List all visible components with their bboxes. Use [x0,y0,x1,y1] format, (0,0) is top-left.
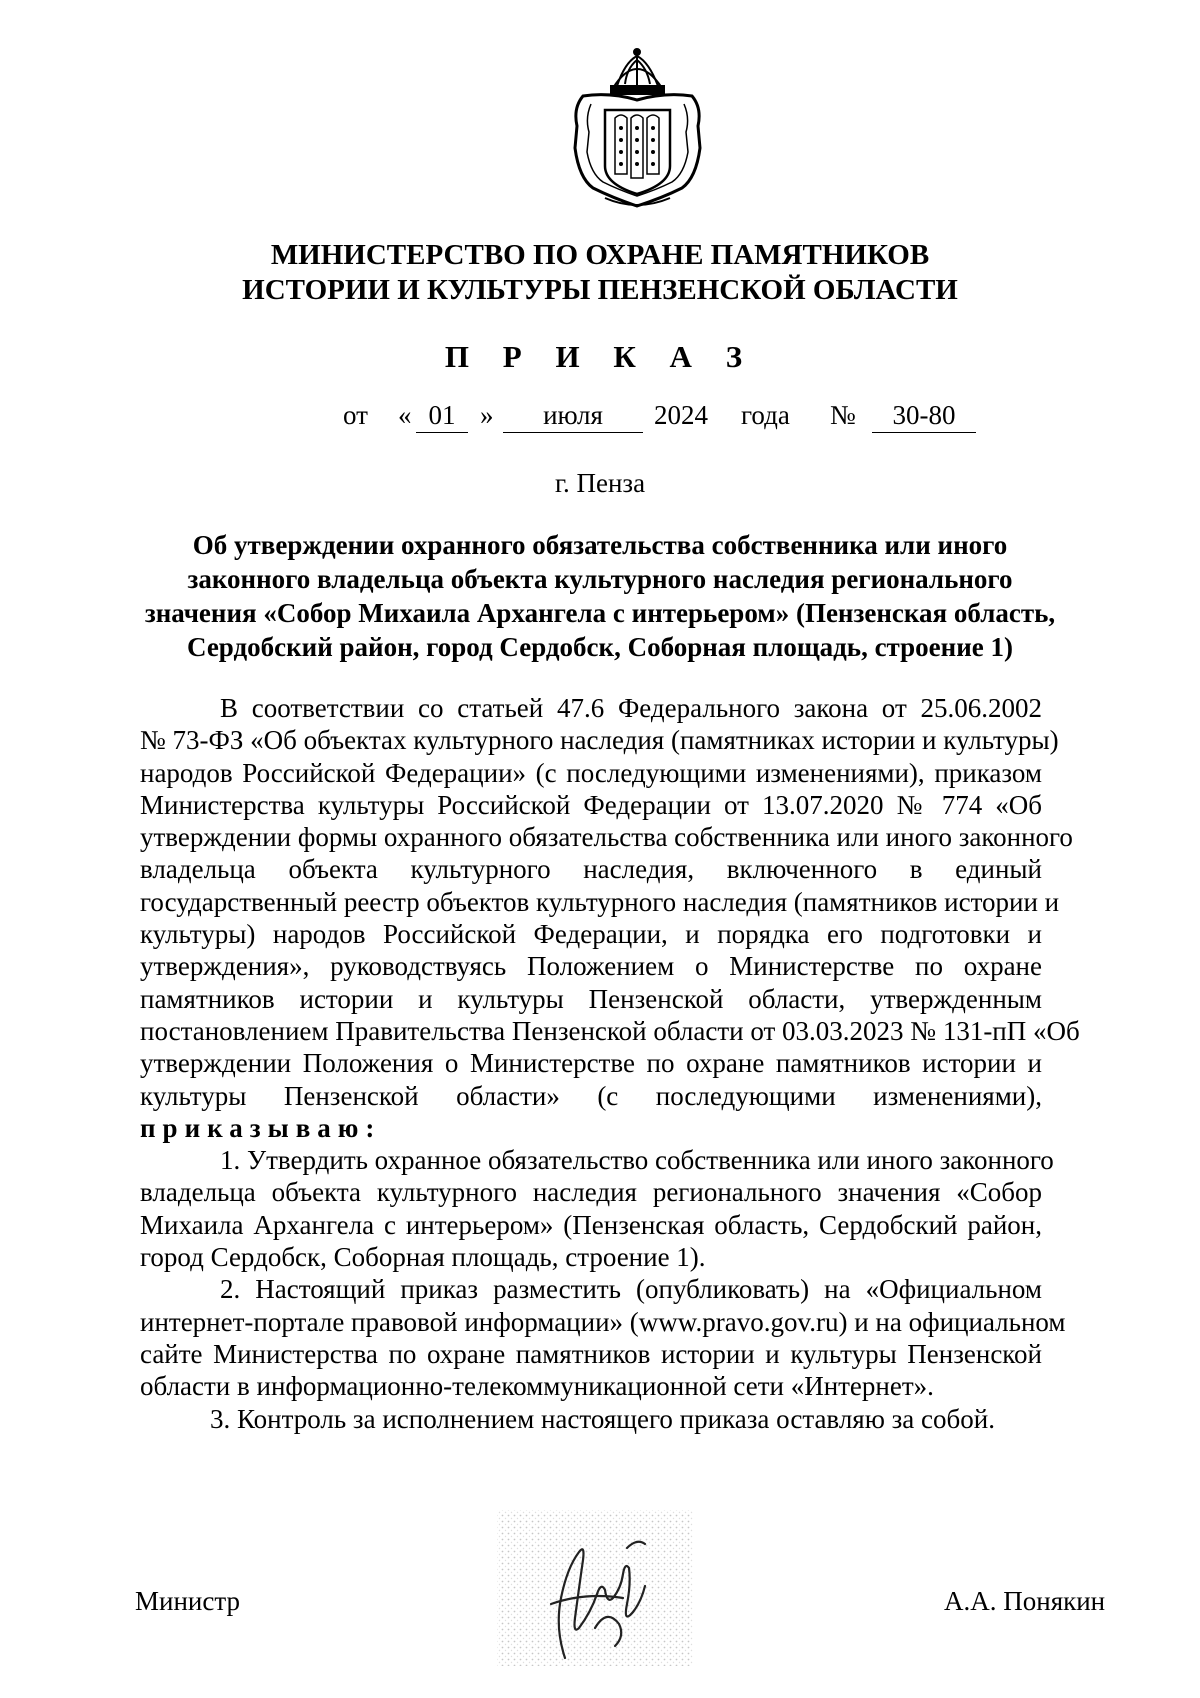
body-line: государственный реестр объектов культурного наследия (памятников истории и [140,886,1060,917]
item-line: город Сердобск, Соборная площадь, строение 1). [140,1242,706,1273]
body-line: Министерства культуры Российской Федерации от 13.07.2020 № 774 «Об [140,789,1042,820]
ministry-name-line: МИНИСТЕРСТВО ПО ОХРАНЕ ПАМЯТНИКОВ [270,239,930,271]
document-title [140,528,1060,664]
item-line: области в информационно-телекоммуникационной сети «Интернет». [140,1371,934,1402]
body-line: постановлением Правительства Пензенской области от 03.03.2023 № 131-пП «Об [140,1015,1080,1046]
item-line: 2. Настоящий приказ разместить (опубликовать) на «Официальном [220,1274,1042,1305]
coat-of-arms-emblem [565,48,710,213]
body-line: культуры Пензенской области» (с последующими изменениями), [140,1080,1042,1111]
date-number-line [0,400,1200,440]
signatory-name: А.А. Понякин [944,1586,1106,1616]
body-line: культуры) народов Российской Федерации, и порядка его подготовки и [140,919,1042,950]
ministry-name [160,238,1040,308]
handwritten-signature [495,1508,695,1668]
item-line: 3. Контроль за исполнением настоящего приказа оставляю за собой. [210,1403,995,1434]
date-year: 2024 [654,400,708,430]
decree-word: приказываю: [140,1112,382,1143]
item-line: владельца объекта культурного наследия регионального значения «Собор [140,1177,1042,1208]
title-line: Об утверждении охранного обязательства собственника или иного [192,530,1008,560]
date-open-quote: « [398,400,412,430]
document-body [140,692,1080,1435]
date-close-quote: » [480,400,494,430]
body-line: № 73-ФЗ «Об объектах культурного наследия (памятниках истории и культуры) [140,725,1059,756]
body-line: утверждения», руководствуясь Положением о Министерстве по охране [140,951,1042,982]
body-line: народов Российской Федерации» (с последующими изменениями), приказом [140,757,1042,788]
body-line: В соответствии со статьей 47.6 Федерального закона от 25.06.2002 [220,693,1042,723]
title-line: законного владельца объекта культурного наследия регионального [187,564,1013,594]
body-line: утверждении Положения о Министерстве по охране памятников истории и [140,1048,1042,1079]
item-line: сайте Министерства по охране памятников истории и культуры Пензенской [140,1338,1042,1369]
title-line: значения «Собор Михаила Архангела с интерьером» (Пензенская область, [144,598,1056,628]
date-from-label: от [343,400,368,430]
item-line: Михаила Архангела с интерьером» (Пензенская область, Сердобский район, [140,1209,1042,1240]
item-line: 1. Утвердить охранное обязательство собственника или иного законного [220,1145,1054,1176]
date-month: июля [503,400,643,433]
date-day: 01 [416,400,468,433]
document-type-heading: П Р И К А З [444,339,756,374]
item-line: интернет-портале правовой информации» (www.pravo.gov.ru) и на официальном [140,1306,1066,1337]
signatory-position: Министр [135,1586,240,1616]
title-line: Сердобский район, город Сердобск, Соборная площадь, строение 1) [187,632,1013,662]
body-line: утверждении формы охранного обязательства собственника или иного законного [140,822,1073,853]
document-number: 30-80 [872,400,976,433]
body-line: владельца объекта культурного наследия, включенного в единый [140,854,1042,885]
city-line: г. Пенза [554,468,646,498]
date-year-word: года [741,400,790,430]
number-sign: № [830,400,856,430]
ministry-name-line: ИСТОРИИ И КУЛЬТУРЫ ПЕНЗЕНСКОЙ ОБЛАСТИ [242,274,958,306]
body-line: памятников истории и культуры Пензенской области, утвержденным [140,983,1042,1014]
